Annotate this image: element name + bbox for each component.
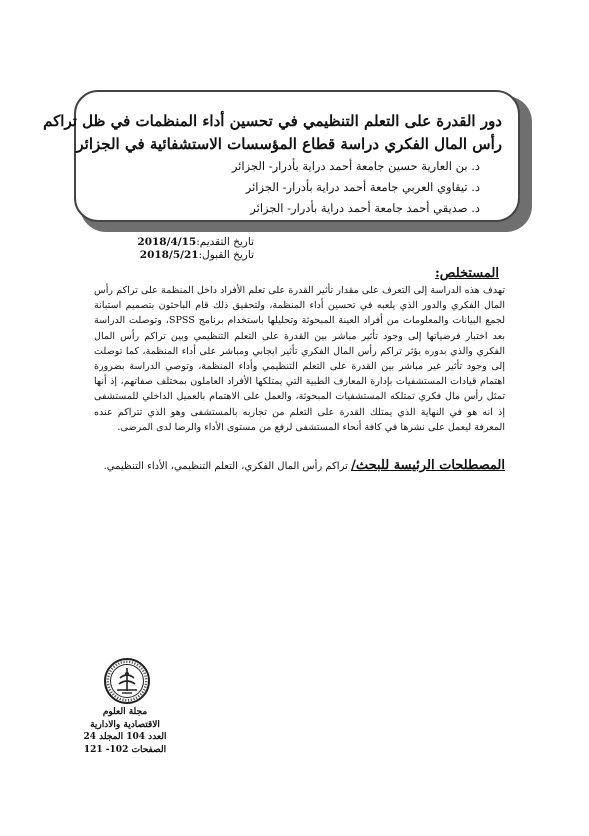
journal-logo <box>103 657 151 705</box>
abstract-body <box>94 283 505 435</box>
keywords-value: تراكم رأس المال الفكري، التعلم التنظيمي، الأداء التنظيمي. <box>103 461 352 472</box>
submitted-label: تاريخ التقديم: <box>196 236 254 248</box>
accepted-label: تاريخ القبول: <box>198 249 254 261</box>
journal-pages: الصفحات 102- 121 <box>83 744 167 755</box>
keywords <box>94 458 505 475</box>
accepted-value: 2018/5/21 <box>139 249 199 261</box>
journal-name-line-2: الاقتصادية والادارية <box>90 719 160 730</box>
journal-name-line-1: مجلة العلوم <box>102 707 148 717</box>
accepted-date <box>94 249 254 262</box>
author-2: د. تيقاوي العربي جامعة أحمد دراية بأدرار- الجزائر <box>245 180 480 194</box>
submission-dates <box>94 236 254 262</box>
abstract-text: تهدف هذه الدراسة إلى التعرف على مقدار تأثير القدرة على تعلم الأفراد داخل المنظمة على تراكم رأس المال الفكري والدور الذي يلعبه في تحسين أداء المنظمة، ولتحقيق ذلك قام الباحثون بتصميم استبانة لجمع البيانات والمعلومات من أفراد العينة المبحوثة وتحليلها باستخدام برنامج SPSS، وتوصلت الدراسة بعد اختبار فرضياتها إلى وجود تأثير مباشر بين القدرة على التعلم التنظيمي وبين تراكم رأس المال الفكري والذي بدوره يؤثر تراكم رأس المال الفكري تأثير ايجابي ومباشر على أداء المنظمة، كما توصلت إلى وجود تأثير غير مباشر بين القدرة على التعلم التنظيمي وأداء المنظمة، وتوصي الدراسة بضرورة اهتمام قيادات المستشفيات بإدارة المعارف الطبية التي يمتلكها الأفراد العاملون بمختلف صفاتهم، إذ أنها تمثل رأس مال فكري تمتلكه المستشفيات المبحوثة، والعمل على الاهتمام بالعميل الداخلي للمستشفى إذ انه هو في النهاية الذي يمتلك القدرة على التعلم من تجاربه بالمستشفى وهو الذي تتراكم عنده المعرفة ليعمل على نشرها في كافة أنحاء المستشفى لرفع من مستوى الأداء والرضا لدى المرضى. <box>94 285 506 433</box>
paper-title-line-2: رأس المال الفكري دراسة قطاع المؤسسات الاستشفائية في الجزائر <box>76 135 502 153</box>
author-1: د. بن العارية حسين جامعة أحمد دراية بأدرار- الجزائر <box>231 159 480 173</box>
journal-info <box>70 706 180 756</box>
keywords-label: المصطلحات الرئيسة للبحث/ <box>351 458 505 473</box>
title-box <box>43 90 520 222</box>
submitted-date <box>94 236 254 249</box>
paper-title-line-1: دور القدرة على التعلم التنظيمي في تحسين أداء المنظمات في ظل تراكم <box>43 112 502 130</box>
author-3: د. صديقي أحمد جامعة أحمد دراية بأدرار- الجزائر <box>250 201 480 215</box>
journal-issue: العدد 104 المجلد 24 <box>83 732 167 742</box>
submitted-value: 2018/4/15 <box>137 236 197 248</box>
abstract-heading: المستخلص: <box>434 266 499 281</box>
